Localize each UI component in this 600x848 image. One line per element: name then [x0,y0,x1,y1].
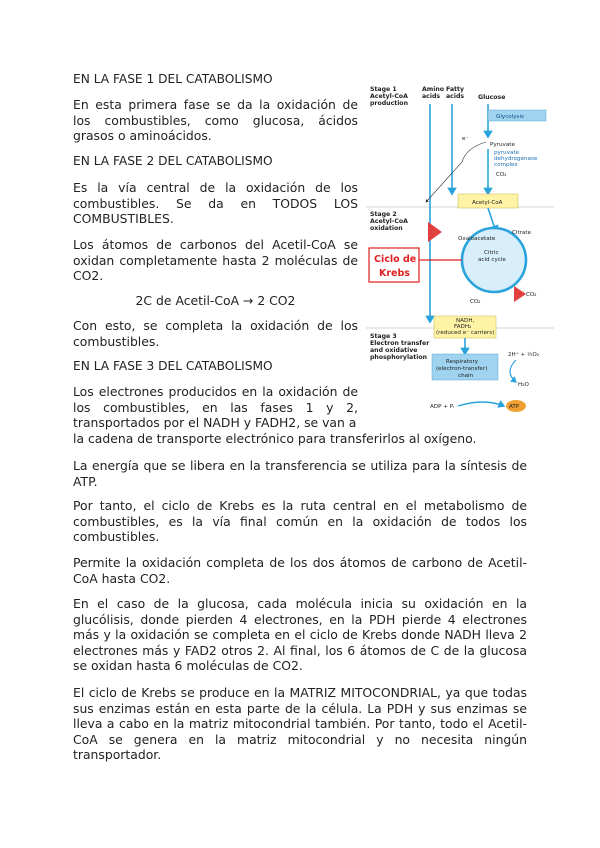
electron-arrow-1 [426,142,486,202]
stage2-line1: Stage 2 [370,211,397,218]
pdh-line2: dehydrogenase [494,156,538,162]
atp-label: ATP [509,404,520,410]
paragraph-completa: Con esto, se completa la oxidación de los combustibles. [73,318,358,349]
nadh-line1: NADH, [456,318,475,324]
stage2-line2: Acetyl-CoA [370,218,408,225]
nadh-line3: (reduced e⁻ carriers) [436,330,495,336]
co2-label-3: CO₂ [526,292,537,298]
paragraph-fase-2: Es la vía central de la oxidación de los combustibles. Se da en TODOS LOS COMBUSTIBLES. [73,180,358,227]
svg-text:Stage 2Acetyl-CoAoxidation [370,211,408,232]
glycolysis-label: Glycolysis [496,114,524,120]
stage1-line3: production [370,100,408,107]
cycle-line1: Citric [484,250,499,256]
stage3-line2: Electron transfer [370,340,430,347]
resp-line2: (electron-transfer) [436,366,488,372]
co2-label-2: CO₂ [470,299,481,305]
paragraph-glucosa: En el caso de la glucosa, cada molécula inicia su oxidación en la glucólisis, donde pierden 4 electrones, en la PDH pierde 4 electrones más y la oxidación se completa en el ciclo de Krebs donde NADH lleva 2 electrones más y FAD2 otros 2. Al final, los 6 átomos de C de la glucosa se oxidan hasta 6 moléculas de CO2. [73,596,527,674]
resp-line3: chain [458,373,474,379]
paragraph-matriz: El ciclo de Krebs se produce en la MATRIZ MITOCONDRIAL, ya que todas sus enzimas están en esta parte de la célula. La PDH y sus enzimas se lleva a cabo en la matriz mitocondrial también. Por tanto, todo el Acetil-CoA se genera en la matriz mitocondrial y no necesita ningún transportador. [73,685,527,763]
svg-text:Fattyacids [446,86,464,100]
resp-line1: Respiratory [446,359,479,365]
stage1-line1: Stage 1 [370,86,397,93]
pyruvate-label: Pyruvate [490,142,515,148]
heading-fase-2: EN LA FASE 2 DEL CATABOLISMO [73,154,273,168]
fatty-line2: acids [446,93,465,100]
amino-line1: Amino [422,86,445,93]
krebs-callout-line1: Ciclo de [374,254,417,265]
svg-text:Stage 3Electron transferand ox [370,333,430,361]
o2-arrow [510,360,516,382]
co2-label-1: CO₂ [496,172,507,178]
svg-text:pyruvatedehydrogenasecomplex [494,150,538,168]
paragraph-fase-3: Los electrones producidos en la oxidación de los combustibles, en las fases 1 y 2, transportados por el NADH y FADH2, se van a [73,384,358,431]
stage3-line3: and oxidative [370,347,418,354]
krebs-callout-line2: Krebs [379,268,410,279]
pdh-line1: pyruvate [494,150,520,156]
stage2-line3: oxidation [370,225,403,232]
fatty-line1: Fatty [446,86,464,93]
paragraph-fase-3-cont: la cadena de transporte electrónico para transferirlos al oxígeno. [73,431,477,446]
paragraph-acetil-coa: Los átomos de carbonos del Acetil-CoA se oxidan completamente hasta 2 moléculas de CO2. [73,237,358,284]
oxaloacetate-label: Oxaloacetate [458,236,496,242]
pdh-line3: complex [494,162,518,168]
svg-text:Stage 1Acetyl-CoAproduction [370,86,408,107]
citrate-label: Citrate [512,230,532,236]
heading-fase-1: EN LA FASE 1 DEL CATABOLISMO [73,72,273,86]
paragraph-energia: La energía que se libera en la transferencia se utiliza para la síntesis de ATP. [73,458,527,489]
glucose-label: Glucose [478,94,506,101]
acetylcoa-label: Acetyl-CoA [472,200,503,206]
paragraph-fase-1: En esta primera fase se da la oxidación de los combustibles, como glucosa, ácidos grasos o aminoácidos. [73,97,358,144]
nadh-line2: FADH₂ [454,324,472,330]
stage3-line1: Stage 3 [370,333,397,340]
stage1-line2: Acetyl-CoA [370,93,408,100]
paragraph-krebs-central: Por tanto, el ciclo de Krebs es la ruta central en el metabolismo de combustibles, es la vía final común en la oxidación de todos los combustibles. [73,498,527,545]
svg-text:Aminoacids [422,86,444,100]
eminus-1: e⁻ [462,136,469,142]
equation: 2C de Acetil-CoA → 2 CO2 [135,293,296,308]
h2o-label: H₂O [518,382,529,388]
paragraph-oxidacion: Permite la oxidación completa de los dos átomos de carbono de Acetil-CoA hasta CO2. [73,555,527,586]
catabolism-figure [366,82,554,416]
amino-line2: acids [422,93,441,100]
atp-arrow [458,402,504,406]
stage3-line4: phosphorylation [370,354,427,361]
cycle-line2: acid cycle [478,257,506,263]
adp-label: ADP + Pᵢ [430,404,455,410]
red-marker-1 [428,222,442,242]
heading-fase-3: EN LA FASE 3 DEL CATABOLISMO [73,359,273,373]
o2-label: 2H⁺ + ½O₂ [508,352,540,358]
red-marker-2 [514,286,526,302]
